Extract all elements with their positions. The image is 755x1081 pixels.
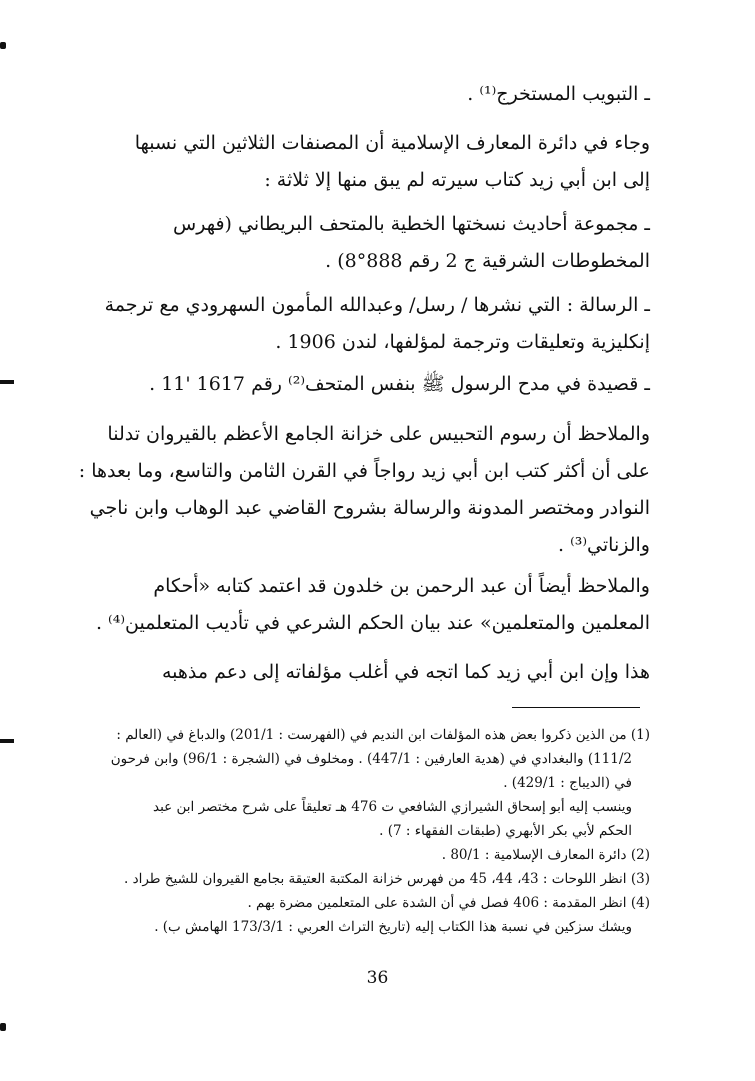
paragraph xyxy=(60,287,650,361)
text-line: إنكليزية وتعليقات وترجمة لمؤلفها، لندن 1906 . xyxy=(275,331,650,353)
footnote-separator xyxy=(512,707,640,708)
text-line: ـ التبويب المستخرج⁽¹⁾ . xyxy=(467,83,650,105)
footnote-line: وينسب إليه أبو إسحاق الشيرازي الشافعي ت 476 هـ تعليقاً على شرح مختصر ابن عبد xyxy=(152,799,632,815)
footnote-line: في (الديباج : 429/1) . xyxy=(503,775,632,791)
paragraph xyxy=(60,568,650,642)
footnote-line: الحكم لأبي بكر الأبهري (طبقات الفقهاء : 7) . xyxy=(379,823,632,839)
paragraph xyxy=(60,76,650,113)
text-line: والزناتي⁽³⁾ . xyxy=(558,534,650,556)
scan-edge-mark xyxy=(0,739,14,743)
text-line: هذا وإن ابن أبي زيد كما اتجه في أغلب مؤلفاته إلى دعم مذهبه xyxy=(161,661,650,683)
text-line: وجاء في دائرة المعارف الإسلامية أن المصنفات الثلاثين التي نسبها xyxy=(134,132,650,154)
footnote-line: (1) من الذين ذكروا بعض هذه المؤلفات ابن النديم في (الفهرست : 201/1) والدباغ في (العالم : xyxy=(116,727,650,743)
footnote-line: (2) دائرة المعارف الإسلامية : 80/1 . xyxy=(441,847,650,863)
text-line: ـ الرسالة : التي نشرها / رسل/ وعبدالله المأمون السهرودي مع ترجمة xyxy=(104,294,650,316)
footnote-line: ويشك سزكين في نسبة هذا الكتاب إليه (تاريخ التراث العربي : 173/3/1 الهامش ب) . xyxy=(154,919,632,935)
paragraph xyxy=(60,366,650,403)
text-line: المخطوطات الشرقية ج 2 رقم 888°8) . xyxy=(325,250,650,272)
footnote-line: (4) انظر المقدمة : 406 فصل في أن الشدة على المتعلمين مضرة بهم . xyxy=(247,895,650,911)
text-line: النوادر ومختصر المدونة والرسالة بشروح القاضي عبد الوهاب وابن ناجي xyxy=(89,497,650,519)
page-number: 36 xyxy=(366,968,389,988)
paragraph xyxy=(60,125,650,199)
text-line: المعلمين والمتعلمين» عند بيان الحكم الشرعي في تأديب المتعلمين⁽⁴⁾ . xyxy=(95,612,650,634)
text-line: إلى ابن أبي زيد كتاب سيرته لم يبق منها إلا ثلاثة : xyxy=(264,169,650,191)
scan-edge-mark xyxy=(0,42,6,49)
scan-edge-mark xyxy=(0,380,14,384)
paragraph xyxy=(60,654,650,691)
scan-edge-mark xyxy=(0,1023,6,1031)
paragraph xyxy=(60,206,650,280)
paragraph xyxy=(60,416,650,564)
text-line: على أن أكثر كتب ابن أبي زيد رواجاً في القرن الثامن والتاسع، وما بعدها : xyxy=(78,460,650,482)
text-line: والملاحظ أيضاً أن عبد الرحمن بن خلدون قد اعتمد كتابه «أحكام xyxy=(153,575,650,597)
footnote-line: (3) انظر اللوحات : 43، 44، 45 من فهرس خزانة المكتبة العتيقة بجامع القيروان للشيخ طراد . xyxy=(124,871,650,887)
footnote-line: 111/2) والبغدادي في (هدية العارفين : 447/1) . ومخلوف في (الشجرة : 96/1) وابن فرحون xyxy=(110,751,632,767)
text-line: ـ مجموعة أحاديث نسختها الخطية بالمتحف البريطاني (فهرس xyxy=(173,213,650,235)
text-line: ـ قصيدة في مدح الرسول ﷺ بنفس المتحف⁽²⁾ رقم 1617 '11 . xyxy=(149,373,650,395)
text-line: والملاحظ أن رسوم التحبيس على خزانة الجامع الأعظم بالقيروان تدلنا xyxy=(107,423,650,445)
footnotes xyxy=(60,724,650,940)
